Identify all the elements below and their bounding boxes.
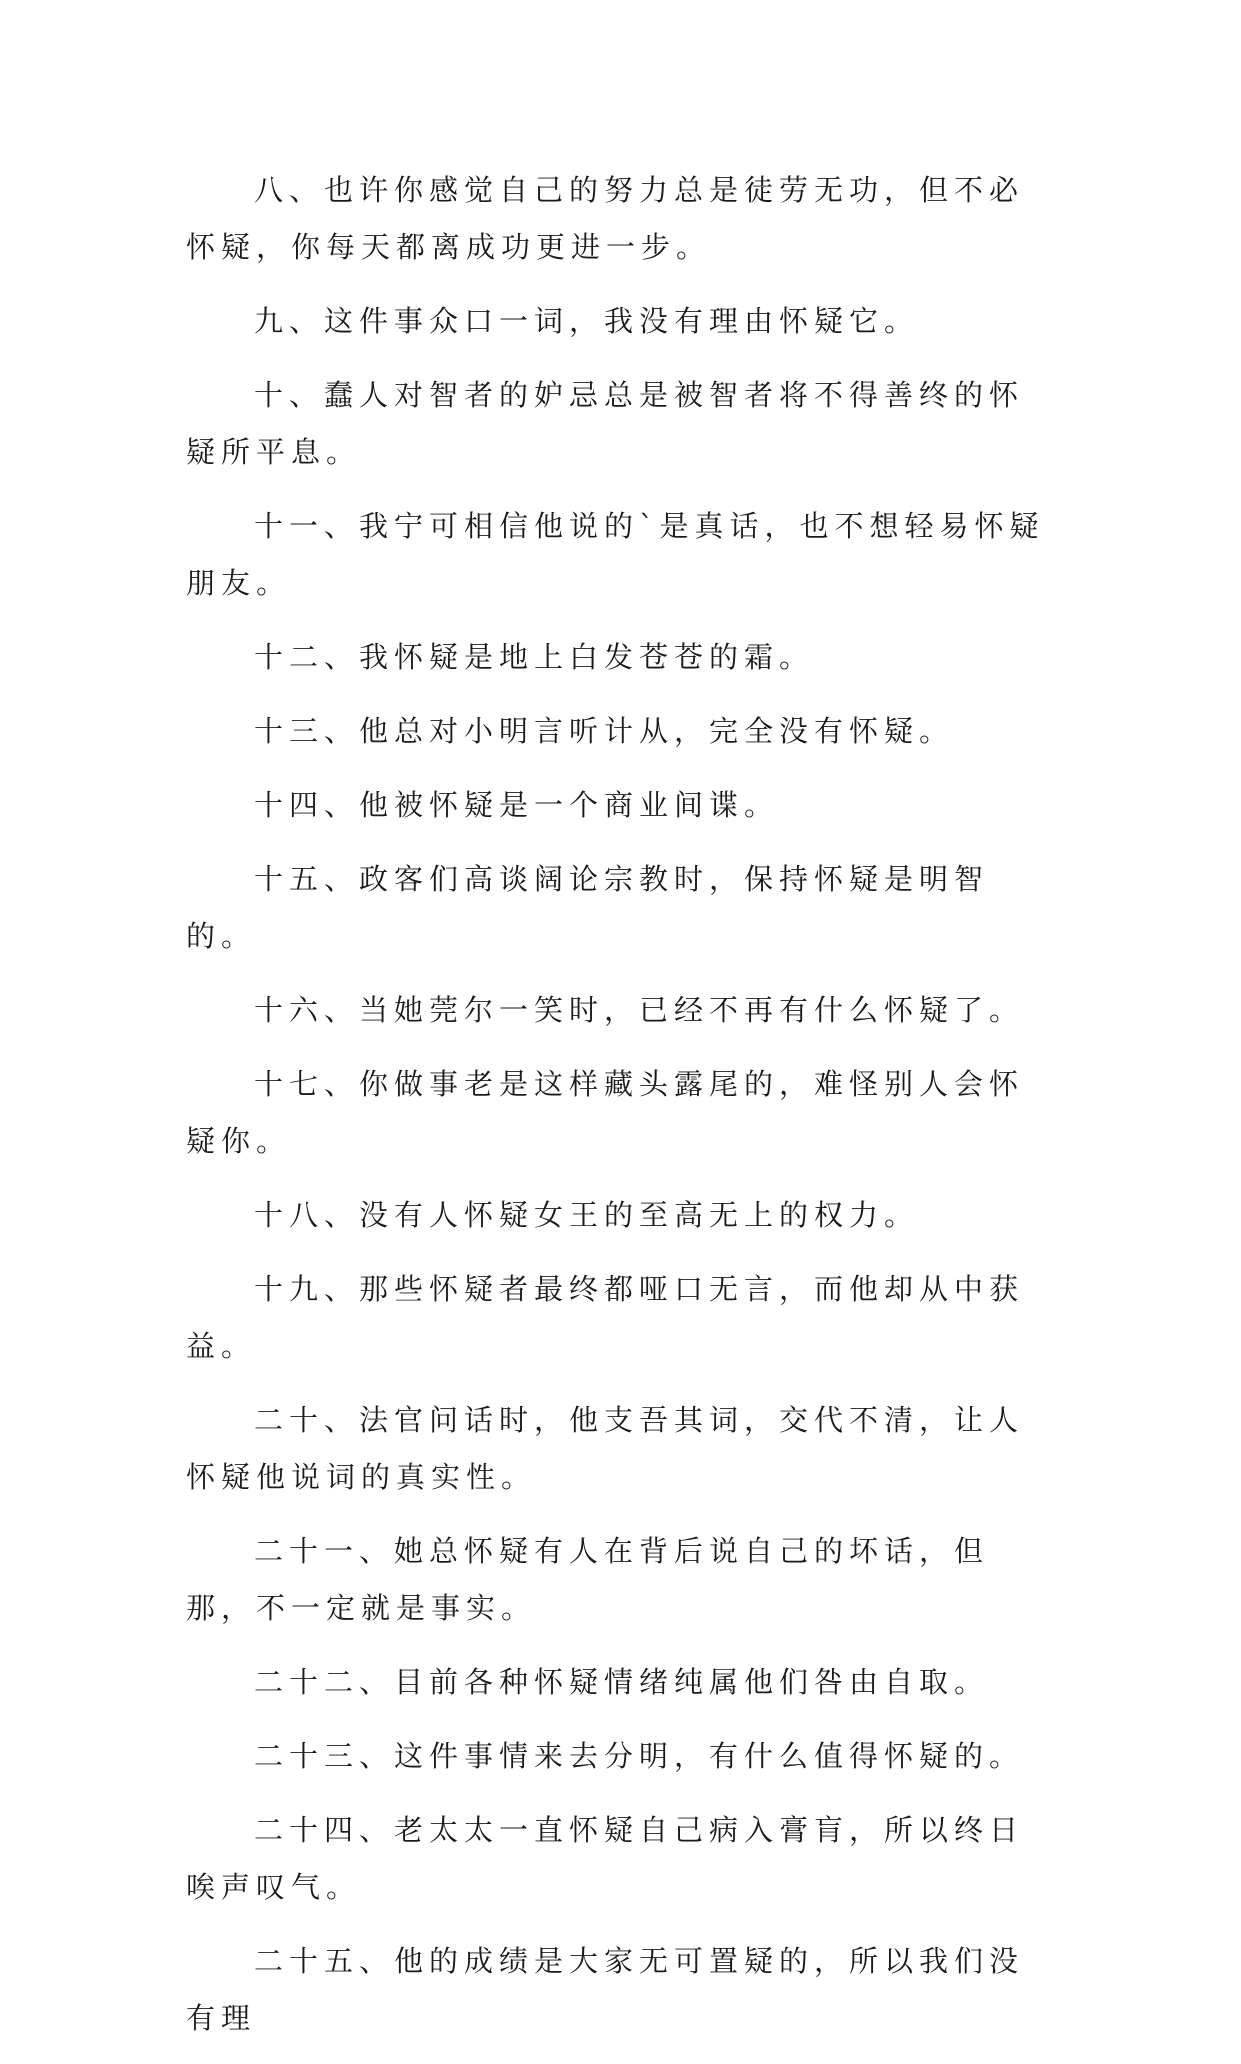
paragraph-13: 十三、他总对小明言听计从，完全没有怀疑。 xyxy=(254,714,955,748)
paragraph-20: 二十、法官问话时，他支吾其词，交代不清，让人怀疑他说词的真实性。 xyxy=(186,1403,1025,1494)
paragraph-21: 二十一、她总怀疑有人在背后说自己的坏话，但那，不一定就是事实。 xyxy=(186,1534,990,1625)
document-body xyxy=(186,162,1046,2064)
paragraph-15: 十五、政客们高谈阔论宗教时，保持怀疑是明智的。 xyxy=(186,862,990,953)
paragraph-12: 十二、我怀疑是地上白发苍苍的霜。 xyxy=(254,640,815,674)
paragraph-8: 八、也许你感觉自己的努力总是徒劳无功，但不必怀疑，你每天都离成功更进一步。 xyxy=(186,173,1025,264)
paragraph-9: 九、这件事众口一词，我没有理由怀疑它。 xyxy=(254,304,920,338)
paragraph-17: 十七、你做事老是这样藏头露尾的，难怪别人会怀疑你。 xyxy=(186,1067,1025,1158)
paragraph-16: 十六、当她莞尔一笑时，已经不再有什么怀疑了。 xyxy=(254,993,1025,1027)
paragraph-23: 二十三、这件事情来去分明，有什么值得怀疑的。 xyxy=(254,1739,1025,1773)
paragraph-24: 二十四、老太太一直怀疑自己病入膏肓，所以终日唉声叹气。 xyxy=(186,1813,1025,1904)
paragraph-10: 十、蠢人对智者的妒忌总是被智者将不得善终的怀疑所平息。 xyxy=(186,378,1025,469)
paragraph-14: 十四、他被怀疑是一个商业间谍。 xyxy=(254,788,780,822)
paragraph-25: 二十五、他的成绩是大家无可置疑的，所以我们没有理 xyxy=(186,1944,1025,2035)
paragraph-18: 十八、没有人怀疑女王的至高无上的权力。 xyxy=(254,1198,920,1232)
paragraph-22: 二十二、目前各种怀疑情绪纯属他们咎由自取。 xyxy=(254,1665,990,1699)
paragraph-11: 十一、我宁可相信他说的`是真话，也不想轻易怀疑朋友。 xyxy=(186,509,1045,600)
paragraph-19: 十九、那些怀疑者最终都哑口无言，而他却从中获益。 xyxy=(186,1272,1025,1363)
